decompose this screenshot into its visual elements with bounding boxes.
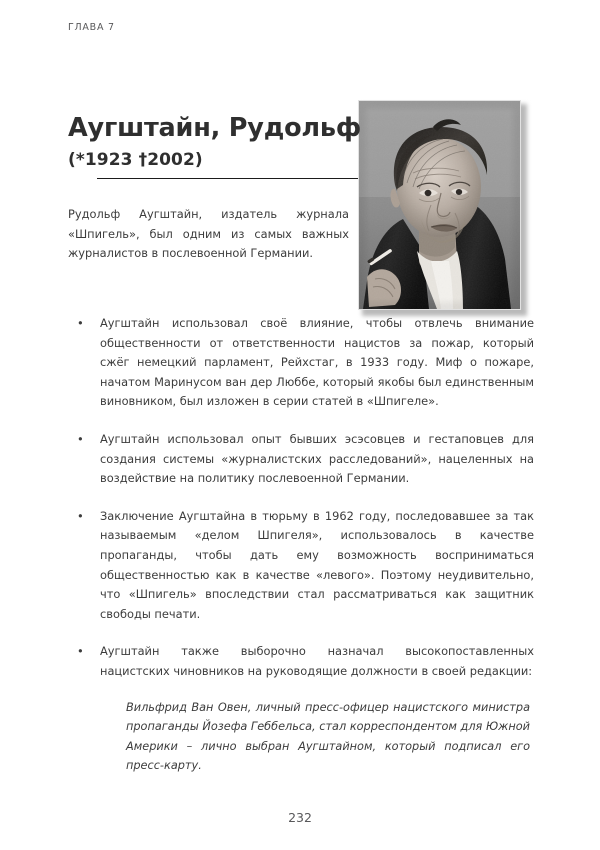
list-item-text: Аугштайн также выборочно назначал высокопоставленных нацистских чиновников на руководящие должности в своей редакции:	[100, 644, 534, 678]
list-item-text: Заключение Аугштайна в тюрьму в 1962 году, последовавшее за так называемым «делом Шпигеля», использовалось в качестве пропаганды, чтобы дать ему возможность восприниматься общественностью как в качестве «левого». Поэтому неудивительно, что «Шпигель» впоследствии стал рассматриваться как защитник свободы печати.	[100, 508, 534, 621]
bullet-glyph-icon: •	[77, 431, 84, 446]
title-divider-rule	[97, 178, 358, 179]
entry-intro-paragraph: Рудольф Аугштайн, издатель журнала «Шпигель», был одним из самых важных журналистов в послевоенной Германии.	[68, 207, 349, 261]
list-item	[68, 642, 534, 776]
entry-title: Аугштайн, Рудольф	[68, 113, 361, 144]
portrait-figure	[358, 100, 523, 312]
list-item	[68, 430, 534, 489]
running-head-chapter: ГЛАВА 7	[68, 22, 115, 33]
list-item-text: Аугштайн использовал опыт бывших эсэсовцев и гестаповцев для создания системы «журналистских расследований», нацеленных на воздействие на политику послевоенной Германии.	[100, 431, 534, 486]
bullet-glyph-icon: •	[77, 316, 84, 330]
bullet-glyph-icon: •	[77, 644, 84, 659]
list-item	[68, 314, 534, 412]
portrait-photo	[358, 100, 521, 310]
bullet-glyph-icon: •	[77, 508, 84, 523]
list-item	[68, 507, 534, 625]
list-item-text: Аугштайн использовал своё влияние, чтобы отвлечь внимание общественности от ответственности нацистов за пожар, который сжёг немецкий парламент, Рейхстаг, в 1933 году. Миф о пожаре, начатом Маринусом ван дер Люббе, который якобы был единственным виновником, был изложен в серии статей в «Шпигеле».	[100, 316, 534, 409]
entry-life-dates: (*1923 †2002)	[68, 150, 203, 171]
page-number: 232	[288, 810, 312, 825]
indented-quote-block: Вильфрид Ван Овен, личный пресс-офицер нацистского министра пропаганды Йозефа Геббельса, стал корреспондентом для Южной Америки – лично выбран Аугштайном, который подписал его пресс-карту.	[126, 700, 530, 773]
bullet-list	[68, 314, 534, 776]
